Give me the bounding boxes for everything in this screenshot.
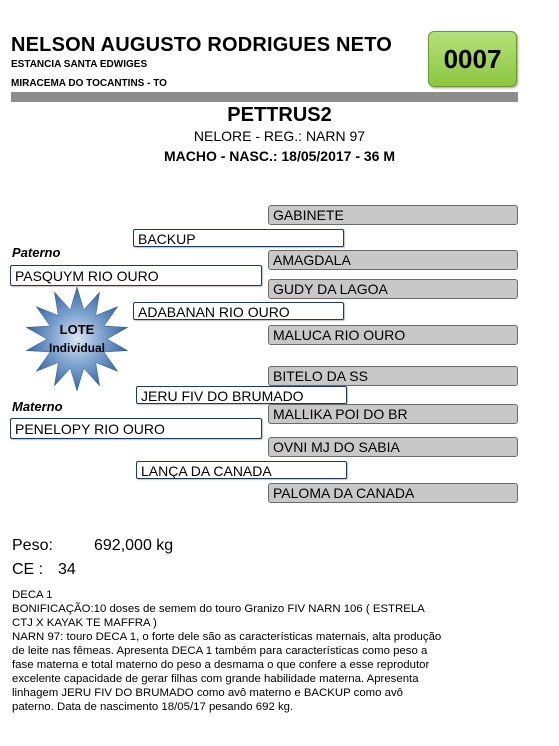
ggp-box-1: GABINETE bbox=[268, 205, 518, 225]
note-line: de leite nas fêmeas. Apresenta DECA 1 também para características como peso a bbox=[12, 645, 428, 657]
city-name: MIRACEMA DO TOCANTINS - TO bbox=[11, 78, 167, 89]
ggp-box-7: OVNI MJ DO SABIA bbox=[268, 437, 518, 457]
dam-sire-box: JERU FIV DO BRUMADO bbox=[136, 386, 347, 404]
sex-birth-age: MACHO - NASC.: 18/05/2017 - 36 M bbox=[163, 148, 396, 164]
sire-box: PASQUYM RIO OURO bbox=[10, 265, 262, 286]
note-line: paterno. Data de nascimento 18/05/17 pesando 692 kg. bbox=[12, 701, 294, 713]
animal-name: PETTRUS2 bbox=[227, 104, 332, 126]
badge-line2: Individual bbox=[48, 341, 106, 355]
sire-dam-box: ADABANAN RIO OURO bbox=[133, 302, 344, 320]
header-divider bbox=[11, 92, 518, 102]
owner-name: NELSON AUGUSTO RODRIGUES NETO bbox=[11, 34, 393, 56]
note-line: CTJ X KAYAK TE MAFFRA ) bbox=[12, 617, 157, 629]
dam-dam-box: LANÇA DA CANADA bbox=[136, 461, 347, 479]
ggp-box-6: MALLIKA POI DO BR bbox=[268, 404, 518, 424]
peso-label: Peso: bbox=[12, 537, 53, 554]
farm-name: ESTANCIA SANTA EDWIGES bbox=[11, 59, 148, 70]
dam-box: PENELOPY RIO OURO bbox=[10, 418, 262, 439]
ggp-box-3: GUDY DA LAGOA bbox=[268, 279, 518, 299]
ggp-box-4: MALUCA RIO OURO bbox=[268, 325, 518, 345]
ggp-box-5: BITELO DA SS bbox=[268, 366, 518, 386]
note-line: fase materna e total materno do peso a desmama o que confere a esse reprodutor bbox=[12, 659, 430, 671]
starburst-icon bbox=[24, 286, 130, 392]
breed-registration: NELORE - REG.: NARN 97 bbox=[193, 128, 366, 144]
note-line: DECA 1 bbox=[12, 589, 53, 601]
lote-individual-star-badge bbox=[24, 286, 130, 392]
note-line: excelente capacidade de gerar filhas com grande habilidade materna. Apresenta bbox=[12, 673, 419, 685]
ce-value: 34 bbox=[58, 561, 76, 578]
peso-value: 692,000 kg bbox=[94, 537, 174, 554]
note-line: BONIFICAÇÃO:10 doses de semem do touro Granizo FIV NARN 106 ( ESTRELA bbox=[12, 603, 425, 615]
lot-number-badge: 0007 bbox=[428, 31, 517, 87]
sire-sire-box: BACKUP bbox=[133, 229, 344, 247]
paterno-label: Paterno bbox=[12, 245, 61, 260]
animal-notes bbox=[12, 588, 522, 714]
materno-label: Materno bbox=[12, 399, 63, 414]
ggp-box-8: PALOMA DA CANADA bbox=[268, 483, 518, 503]
ce-label: CE : bbox=[12, 561, 44, 578]
note-line: NARN 97: touro DECA 1, o forte dele são as características maternais, alta produção bbox=[12, 631, 442, 643]
badge-line1: LOTE bbox=[59, 322, 95, 337]
ggp-box-2: AMAGDALA bbox=[268, 250, 518, 270]
note-line: linhagem JERU FIV DO BRUMADO como avô materno e BACKUP como avô bbox=[12, 687, 404, 699]
